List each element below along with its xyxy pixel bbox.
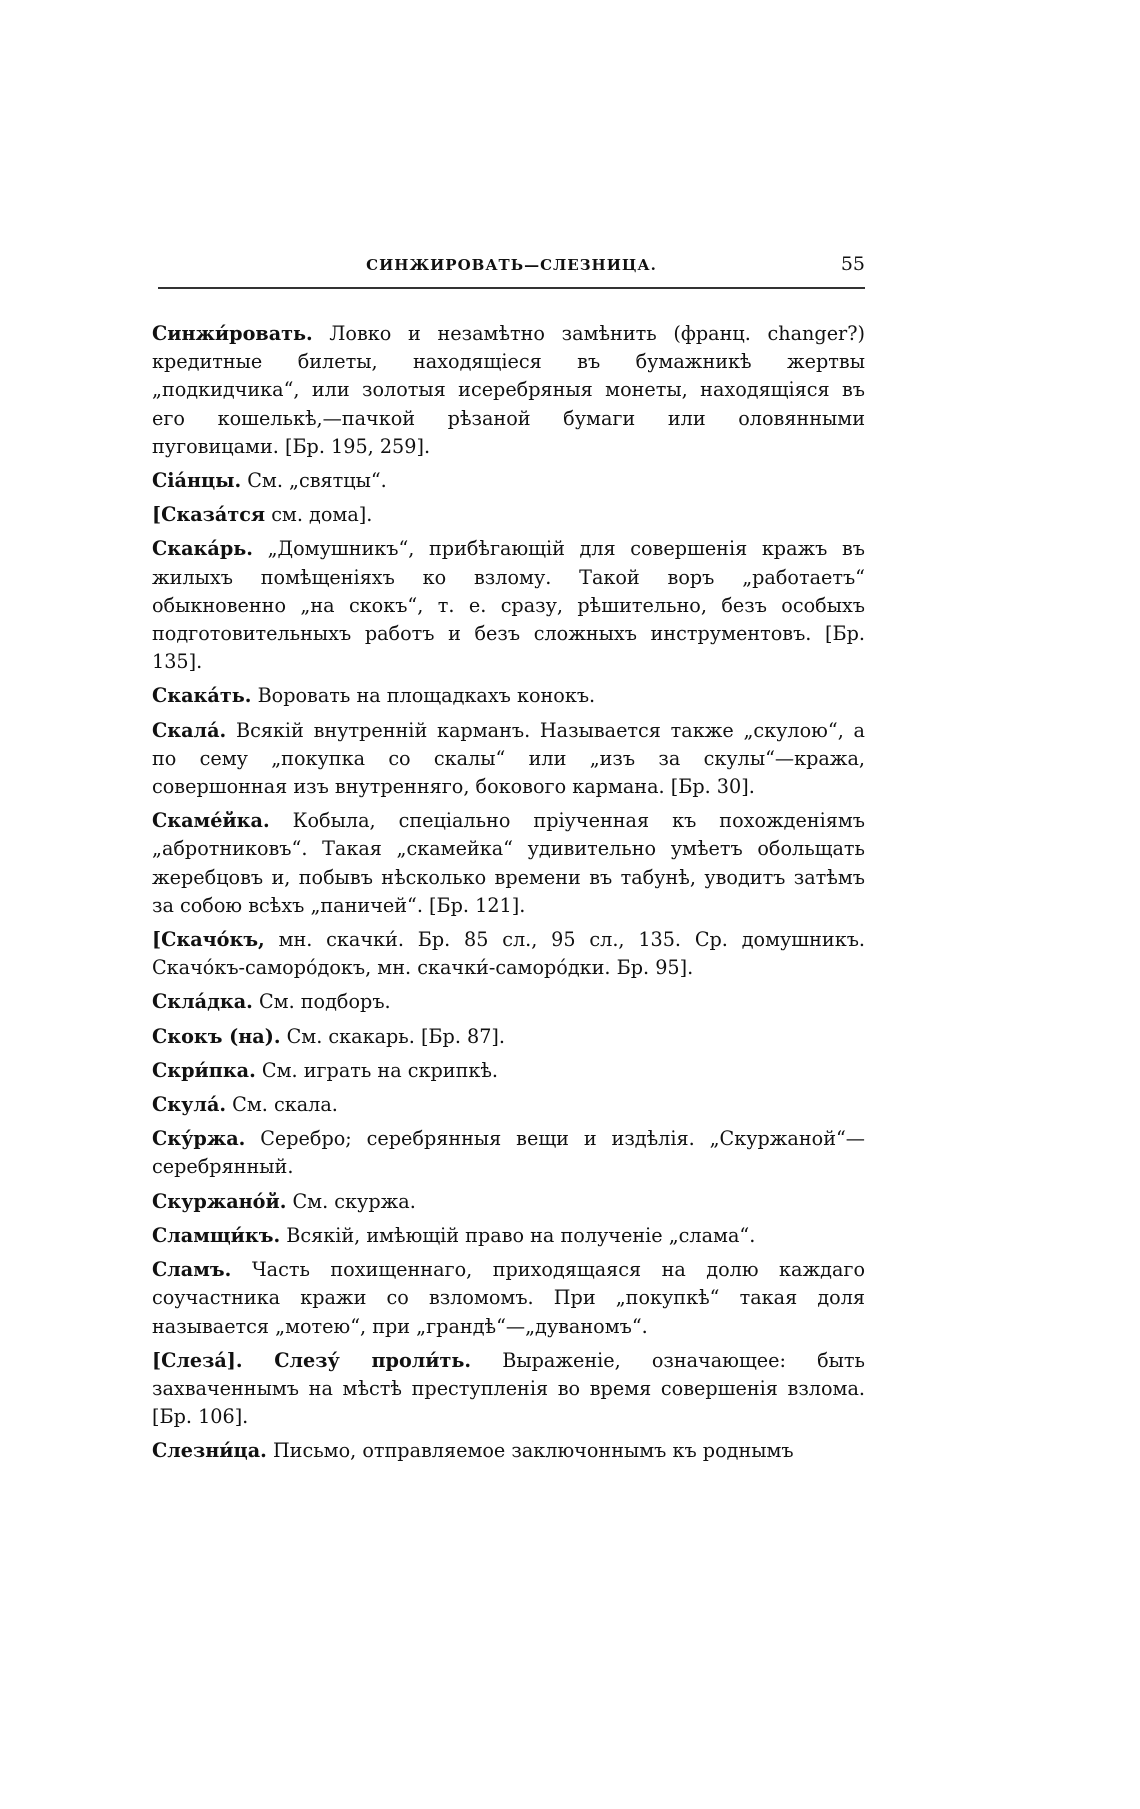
headword: Скуржано́й.: [152, 1189, 287, 1213]
definition: Серебро; серебрянныя вещи и издѣлія. „Скуржаной“—серебрянный.: [152, 1127, 865, 1179]
running-header: [158, 253, 865, 290]
headword: Скокъ (на).: [152, 1024, 281, 1048]
headword: Скака́ть.: [152, 684, 252, 708]
entry-skula: [152, 1091, 865, 1119]
entry-siantsy: [152, 467, 865, 495]
definition: Всякій внутренній карманъ. Называется также „скулою“, а по сему „покупка со скалы“ или „изъ за скулы“—кража, совершонная изъ внутренняго, бокового кармана. [Бр. 30].: [152, 718, 865, 799]
running-title: СИНЖИРОВАТЬ—СЛЕЗНИЦА.: [366, 256, 657, 274]
definition: См. играть на скрипкѣ.: [261, 1058, 499, 1082]
headword: [Сказа́тся: [152, 503, 266, 527]
definition: мн. скачки́. Бр. 85 сл., 95 сл., 135. Ср. домушникъ. Скачо́къ-саморо́докъ, мн. скачки́-саморо́дки. Бр. 95].: [152, 928, 865, 980]
definition: Воровать на площадкахъ конокъ.: [257, 684, 596, 708]
headword: [Слеза́]. Слезу́ проли́ть.: [152, 1348, 472, 1372]
entry-skurzha: [152, 1125, 865, 1181]
entry-skok: [152, 1023, 865, 1051]
page-number: 55: [840, 253, 865, 275]
definition: См. скакарь. [Бр. 87].: [286, 1024, 506, 1048]
header-rule: [158, 287, 865, 289]
definition: Кобыла, спеціально пріученная къ похожденіямъ „абротниковъ“. Такая „скамейка“ удивительно умѣетъ обольщать жеребцовъ и, побывъ нѣсколько времени въ табунѣ, уводитъ затѣмъ за собою всѣхъ „паничей“. [Бр. 121].: [152, 809, 865, 917]
definition: См. скуржа.: [292, 1189, 416, 1213]
headword: Сіа́нцы.: [152, 469, 242, 493]
headword: Скаме́йка.: [152, 809, 270, 833]
entry-slamshchik: [152, 1222, 865, 1250]
definition: Письмо, отправляемое заключоннымъ къ роднымъ: [272, 1439, 794, 1463]
definition: Ловко и незамѣтно замѣнить (франц. changer?) кредитные билеты, находящіеся въ бумажникѣ жертвы „подкидчика“, или золотыя исеребряныя монеты, находящіяся въ его кошелькѣ,—пачкой рѣзаной бумаги или оловянными пуговицами. [Бр. 195, 259].: [152, 322, 865, 458]
headword: Сламщи́къ.: [152, 1223, 281, 1247]
headword: Синжи́ровать.: [152, 322, 313, 345]
entry-sleznitsa: [152, 1437, 865, 1465]
entry-sinzhirovat: [152, 320, 865, 461]
entry-skakar: [152, 535, 865, 676]
entry-slam: [152, 1256, 865, 1341]
headword: Скака́рь.: [152, 537, 253, 561]
headword: Слезни́ца.: [152, 1439, 267, 1463]
definition: см. дома].: [271, 503, 373, 527]
entry-skakat: [152, 682, 865, 710]
headword: Скула́.: [152, 1093, 227, 1117]
definition: Выраженіе, означающее: быть захваченнымъ на мѣстѣ преступленія во время совершенія взлома. [Бр. 106].: [152, 1348, 865, 1429]
definition: Всякій, имѣющій право на полученіе „слама“.: [286, 1223, 756, 1247]
entry-skala: [152, 717, 865, 802]
headword: Сламъ.: [152, 1258, 232, 1282]
headword: Скла́дка.: [152, 990, 253, 1014]
entry-skladka: [152, 988, 865, 1016]
headword: Скала́.: [152, 718, 227, 742]
definition: „Домушникъ“, прибѣгающій для совершенія кражъ въ жилыхъ помѣщеніяхъ ко взлому. Такой воръ „работаетъ“ обыкновенно „на скокъ“, т. е. сразу, рѣшительно, безъ особыхъ подготовительныхъ работъ и безъ сложныхъ инструментовъ. [Бр. 135].: [152, 537, 865, 674]
definition: См. „святцы“.: [247, 469, 387, 493]
entry-skameyka: [152, 807, 865, 920]
headword: Ску́ржа.: [152, 1127, 246, 1151]
definition: Часть похищеннаго, приходящаяся на долю каждаго соучастника кражи со взломомъ. При „покупкѣ“ такая доля называется „мотею“, при „грандѣ“—„дуваномъ“.: [152, 1258, 865, 1338]
headword: Скри́пка.: [152, 1058, 256, 1082]
entry-skripka: [152, 1057, 865, 1085]
entry-sleza: [152, 1347, 865, 1432]
definition: См. скала.: [232, 1093, 338, 1117]
headword: [Скачо́къ,: [152, 928, 265, 952]
entry-skachok: [152, 926, 865, 982]
entry-skurzhanoy: [152, 1188, 865, 1216]
entry-skazatsya: [152, 501, 865, 529]
dictionary-entries: [152, 320, 865, 1472]
definition: См. подборъ.: [258, 990, 391, 1014]
